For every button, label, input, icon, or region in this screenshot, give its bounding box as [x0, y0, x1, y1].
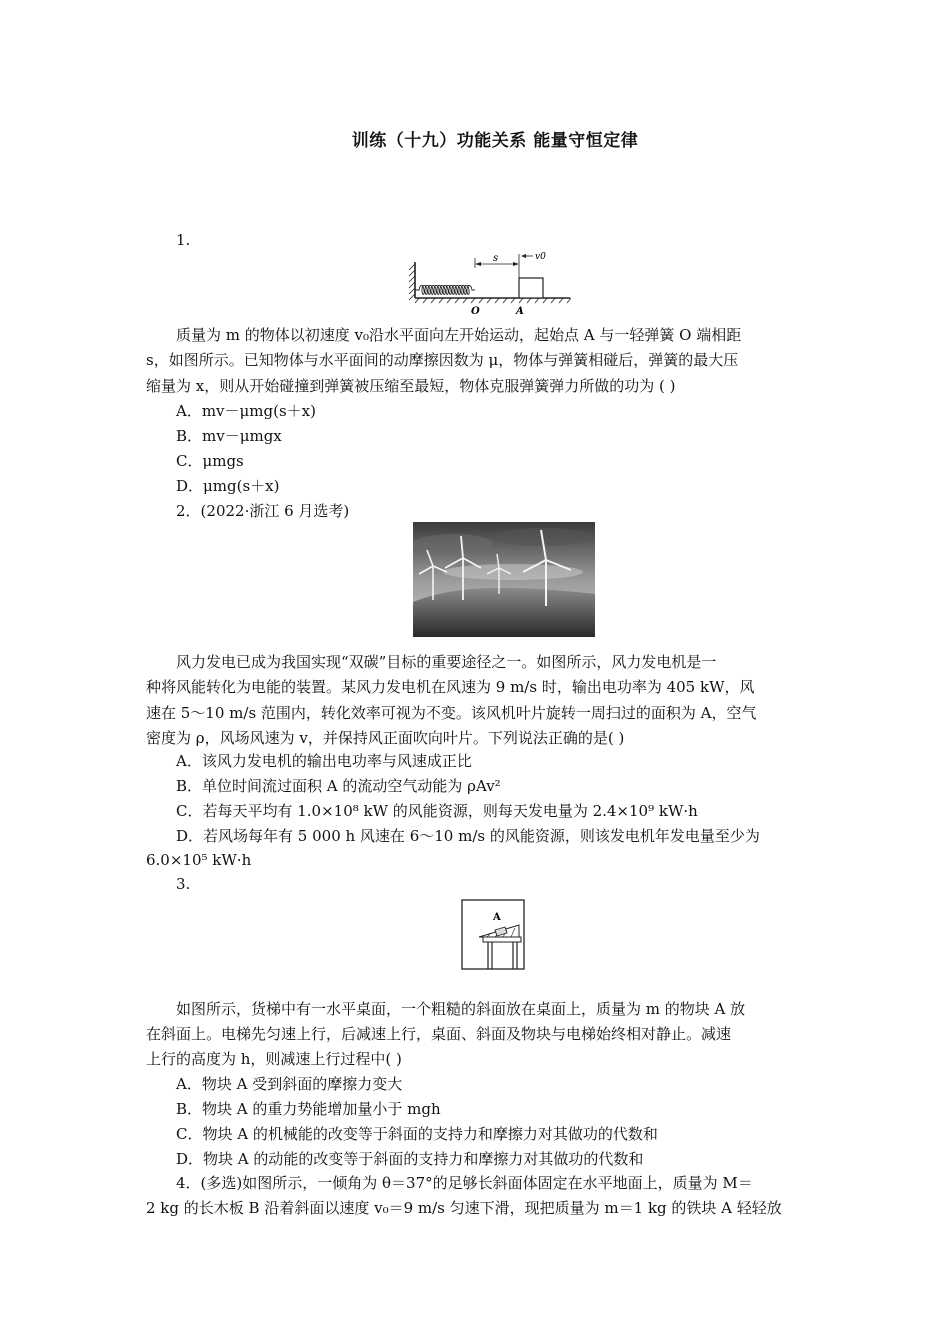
wind-turbine-photo — [413, 522, 595, 637]
q2-option-c: C．若每天平均有 1.0×10⁸ kW 的风能资源，则每天发电量为 2.4×10⁹ kW·h — [176, 802, 698, 820]
q2-option-d-line2: 6.0×10⁵ kW·h — [146, 851, 252, 869]
label-s: s — [493, 253, 499, 264]
q3-option-c: C．物块 A 的机械能的改变等于斜面的支持力和摩擦力对其做功的代数和 — [176, 1125, 658, 1143]
label-v0: v0 — [535, 252, 546, 262]
label-O: O — [471, 306, 480, 316]
q2-stem-line4: 密度为 ρ，风场风速为 v，并保持风正面吹向叶片。下列说法正确的是( ) — [146, 729, 625, 747]
q3-number: 3. — [176, 875, 191, 893]
q2-number: 2．(2022·浙江 6 月选考) — [176, 502, 350, 520]
block — [519, 278, 543, 298]
q2-stem-line3: 速在 5～10 m/s 范围内，转化效率可视为不变。该风机叶片旋转一周扫过的面积为 A，空气 — [146, 704, 757, 722]
q2-option-d-line1: D．若风场每年有 5 000 h 风速在 6～10 m/s 的风能资源，则该发电机年发电量至少为 — [176, 827, 760, 845]
q1-option-a: A．mv－μmg(s＋x) — [176, 402, 316, 420]
q1-option-b: B．mv－μmgx — [176, 427, 282, 445]
q3-option-b: B．物块 A 的重力势能增加量小于 mgh — [176, 1100, 441, 1118]
q1-stem-line3: 缩量为 x，则从开始碰撞到弹簧被压缩至最短，物体克服弹簧弹力所做的功为 ( ) — [146, 377, 676, 395]
spring-coil — [415, 286, 475, 295]
q1-option-d: D．μmg(s＋x) — [176, 477, 280, 495]
elevator-figure — [461, 899, 525, 971]
q3-stem-line1: 如图所示，货梯中有一水平桌面，一个粗糙的斜面放在桌面上，质量为 m 的物块 A 放 — [176, 1000, 746, 1018]
q3-stem-line3: 上行的高度为 h，则减速上行过程中( ) — [146, 1050, 402, 1068]
q3-option-d: D．物块 A 的动能的改变等于斜面的支持力和摩擦力对其做功的代数和 — [176, 1150, 644, 1168]
q2-option-b: B．单位时间流过面积 A 的流动空气动能为 ρAv² — [176, 777, 501, 795]
label-block-A: A — [493, 912, 501, 923]
q1-stem-line2: s，如图所示。已知物体与水平面间的动摩擦因数为 μ，物体与弹簧相碰后，弹簧的最大压 — [146, 351, 739, 369]
q4-stem-line2: 2 kg 的长木板 B 沿着斜面以速度 v₀＝9 m/s 匀速下滑，现把质量为 m＝1 kg 的铁块 A 轻轻放 — [146, 1199, 782, 1217]
q3-stem-line2: 在斜面上。电梯先匀速上行，后减速上行，桌面、斜面及物块与电梯始终相对静止。减速 — [146, 1025, 732, 1043]
q1-stem-line1: 质量为 m 的物体以初速度 v₀沿水平面向左开始运动，起始点 A 与一轻弹簧 O 端相距 — [176, 326, 742, 344]
q2-option-a: A．该风力发电机的输出电功率与风速成正比 — [176, 752, 472, 770]
q1-number: 1. — [176, 231, 191, 249]
label-A: A — [516, 306, 524, 316]
q4-stem-line1: 4．(多选)如图所示，一倾角为 θ＝37°的足够长斜面体固定在水平地面上，质量为 M＝ — [176, 1174, 753, 1192]
q2-stem-line2: 种将风能转化为电能的装置。某风力发电机在风速为 9 m/s 时，输出电功率为 405 kW，风 — [146, 678, 755, 696]
page-title: 训练（十九）功能关系 能量守恒定律 — [351, 131, 639, 151]
q3-option-a: A．物块 A 受到斜面的摩擦力变大 — [176, 1075, 403, 1093]
q1-option-c: C．μmgs — [176, 452, 244, 470]
q2-stem-line1: 风力发电已成为我国实现“双碳”目标的重要途径之一。如图所示，风力发电机是一 — [176, 653, 717, 671]
spring-block-figure — [405, 248, 575, 316]
